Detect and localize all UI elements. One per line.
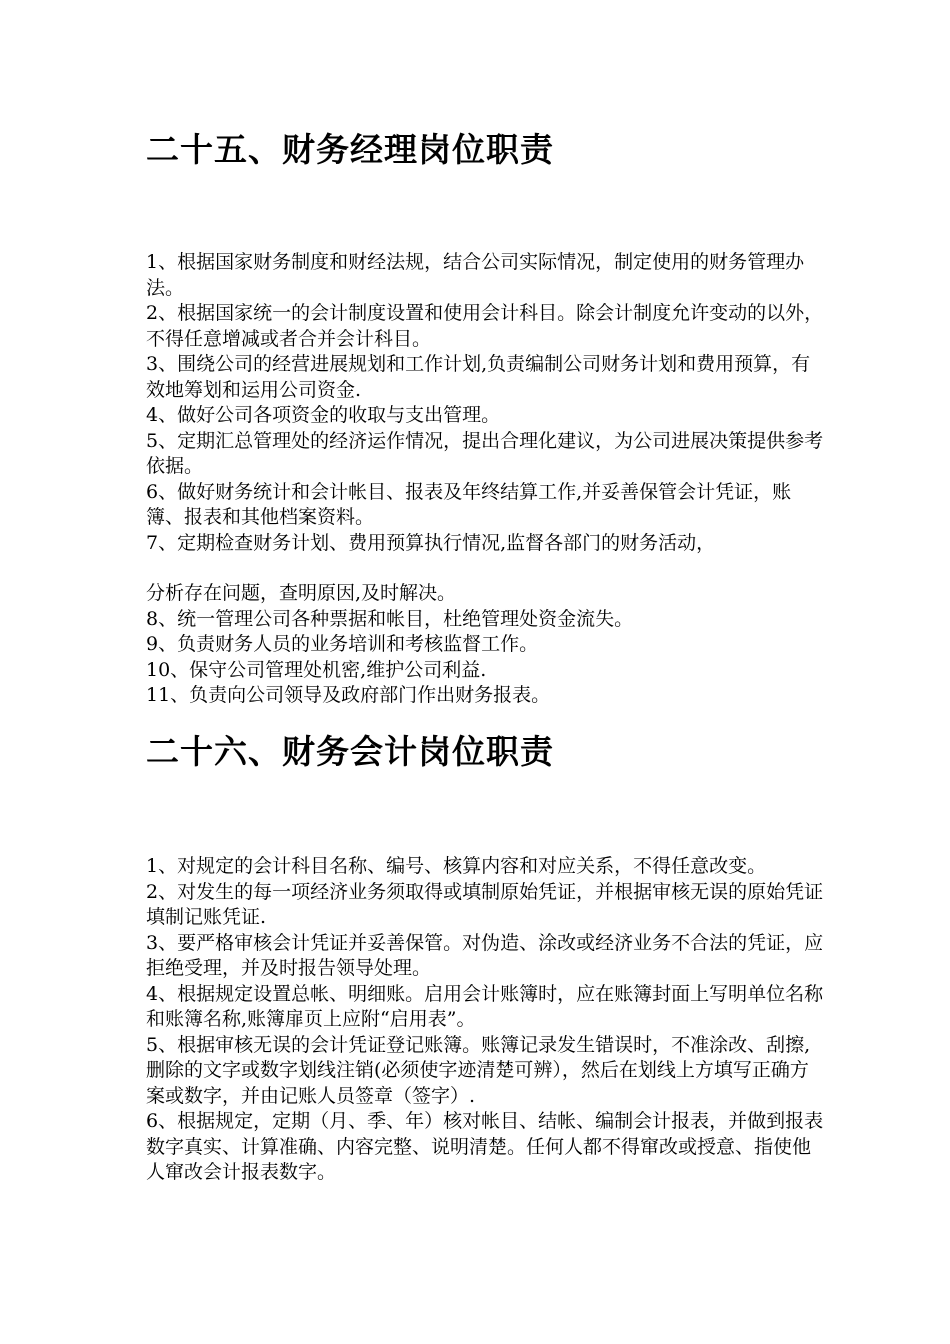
duty-list <box>146 854 826 1186</box>
section-finance-accountant <box>146 728 826 1186</box>
duty-item: 7、定期检查财务计划、费用预算执行情况,监督各部门的财务活动， <box>146 531 716 554</box>
duty-item: 6、根据规定，定期（月、季、年）核对帐目、结帐、编制会计报表，并做到报表数字真实、计算准确、内容完整、说明清楚。任何人都不得窜改或授意、指使他人窜改会计报表数字。 <box>146 1110 824 1183</box>
duty-item: 1、根据国家财务制度和财经法规，结合公司实际情况，制定使用的财务管理办法。 <box>146 251 805 299</box>
section-heading: 二十五、财务经理岗位职责 <box>146 130 554 169</box>
duty-item: 4、根据规定设置总帐、明细账。启用会计账簿时，应在账簿封面上写明单位名称和账簿名称,账簿扉页上应附“启用表”。 <box>146 982 824 1030</box>
duty-list <box>146 250 826 709</box>
section-finance-manager <box>146 126 826 709</box>
duty-item: 4、做好公司各项资金的收取与支出管理。 <box>146 404 501 426</box>
duty-item: 2、对发生的每一项经济业务须取得或填制原始凭证，并根据审核无误的原始凭证填制记账凭证. <box>146 880 824 928</box>
duty-item: 3、围绕公司的经营进展规划和工作计划,负责编制公司财务计划和费用预算，有效地筹划和运用公司资金. <box>146 353 811 401</box>
duty-item: 分析存在问题，查明原因,及时解决。 <box>146 582 457 604</box>
section-heading: 二十六、财务会计岗位职责 <box>146 732 554 771</box>
duty-item: 10、保守公司管理处机密,维护公司利益. <box>146 658 487 681</box>
duty-item: 11、负责向公司领导及政府部门作出财务报表。 <box>146 684 551 706</box>
duty-item: 8、统一管理公司各种票据和帐目，杜绝管理处资金流失。 <box>146 607 634 630</box>
duty-item: 5、定期汇总管理处的经济运作情况，提出合理化建议，为公司进展决策提供参考依据。 <box>146 429 824 477</box>
duty-item: 5、根据审核无误的会计凭证登记账簿。账簿记录发生错误时，不准涂改、刮擦,删除的文字或数字划线注销(必须使字迹清楚可辨），然后在划线上方填写正确方案或数字，并由记账人员签章（签字）. <box>146 1033 811 1107</box>
duty-item: 9、负责财务人员的业务培训和考核监督工作。 <box>146 633 539 655</box>
duty-item: 1、对规定的会计科目名称、编号、核算内容和对应关系，不得任意改变。 <box>146 855 767 877</box>
duty-item: 2、根据国家统一的会计制度设置和使用会计科目。除会计制度允许变动的以外，不得任意增减或者合并会计科目。 <box>146 302 824 350</box>
duty-item: 6、做好财务统计和会计帐目、报表及年终结算工作,并妥善保管会计凭证，账簿、报表和其他档案资料。 <box>146 480 792 528</box>
duty-item: 3、要严格审核会计凭证并妥善保管。对伪造、涂改或经济业务不合法的凭证，应拒绝受理，并及时报告领导处理。 <box>146 931 824 979</box>
